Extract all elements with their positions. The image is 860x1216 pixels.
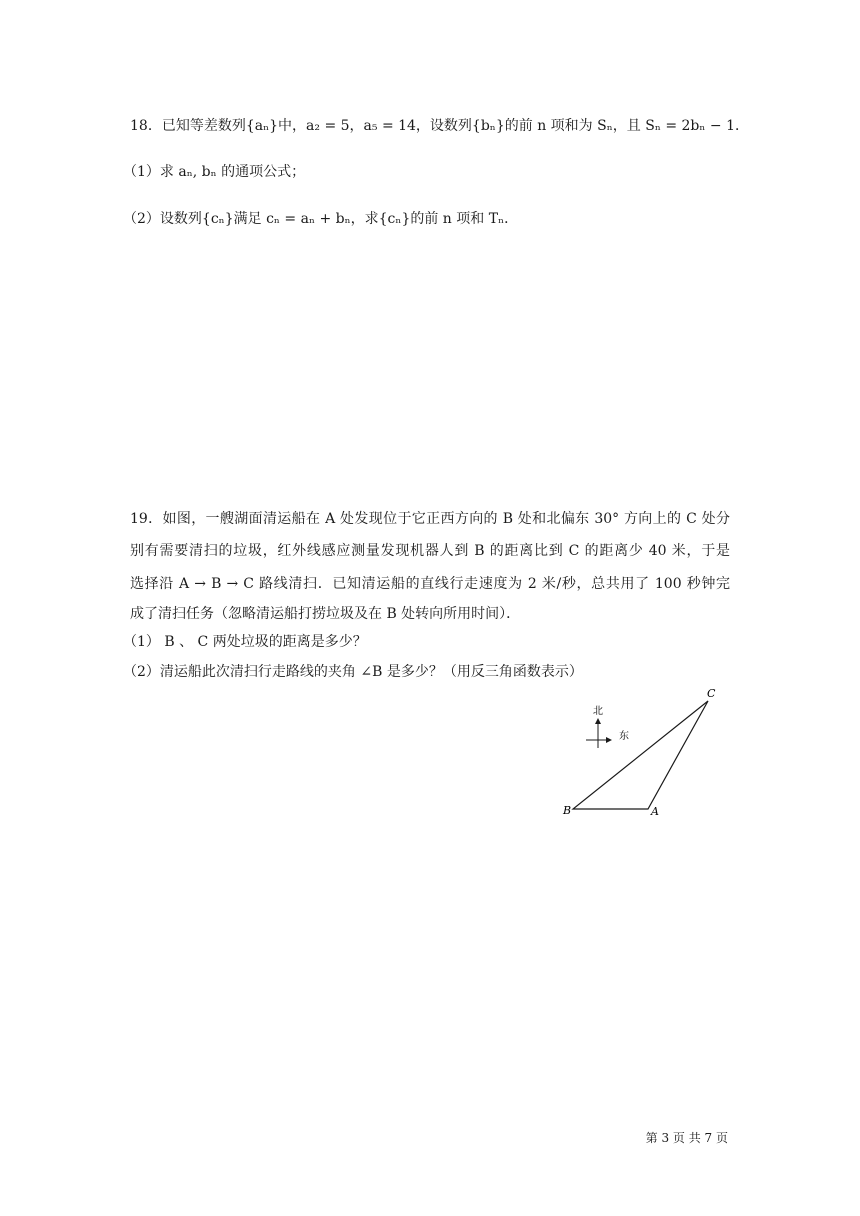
label-a: A bbox=[651, 805, 659, 818]
label-north: 北 bbox=[593, 706, 603, 717]
q18-stem: 18．已知等差数列{aₙ}中，a₂ = 5，a₅ = 14，设数列{bₙ}的前 n 项和为 Sₙ，且 Sₙ = 2bₙ − 1． bbox=[130, 118, 749, 134]
q18-part1: （1）求 aₙ, bₙ 的通项公式； bbox=[123, 164, 306, 180]
label-east: 东 bbox=[619, 731, 629, 742]
q19-part1: （1） B 、 C 两处垃圾的距离是多少？ bbox=[123, 634, 367, 650]
compass-icon bbox=[586, 719, 611, 748]
q19-stem-line3: 选择沿 A → B → C 路线清扫．已知清运船的直线行走速度为 2 米/秒，总共用了 100 秒钟完 bbox=[130, 576, 730, 592]
q19-stem-line2: 别有需要清扫的垃圾，红外线感应测量发现机器人到 B 的距离比到 C 的距离少 40 米，于是 bbox=[130, 543, 730, 559]
page-footer: 第 3 页 共 7 页 bbox=[645, 1131, 728, 1145]
q18-part2: （2）设数列{cₙ}满足 cₙ = aₙ + bₙ，求{cₙ}的前 n 项和 Tₙ． bbox=[123, 211, 519, 227]
q19-stem-line4: 成了清扫任务（忽略清运船打捞垃圾及在 B 处转向所用时间）． bbox=[130, 606, 521, 622]
label-b: B bbox=[563, 804, 572, 817]
q19-stem-line1: 19．如图，一艘湖面清运船在 A 处发现位于它正西方向的 B 处和北偏东 30° 方向上的 C 处分 bbox=[130, 511, 730, 527]
q19-part2: （2）清运船此次清扫行走路线的夹角 ∠B 是多少？（用反三角函数表示） bbox=[123, 664, 583, 680]
triangle-figure bbox=[550, 684, 730, 829]
label-c: C bbox=[707, 687, 716, 700]
triangle-abc bbox=[573, 701, 708, 809]
